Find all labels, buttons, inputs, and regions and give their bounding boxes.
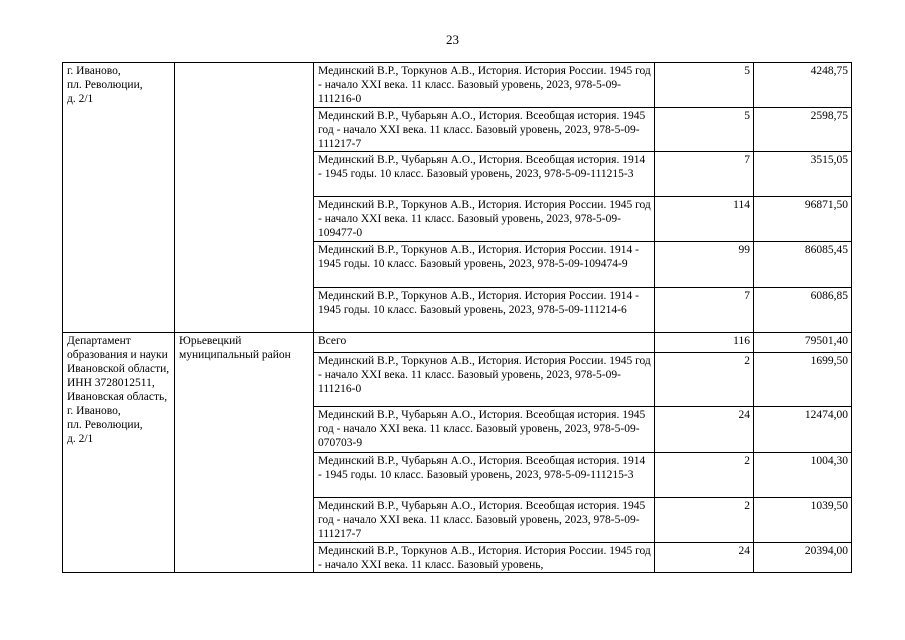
recipient-text: г. Иваново, пл. Революции, д. 2/1	[67, 65, 143, 105]
book-cell: Мединский В.Р., Торкунов А.В., История. История России. 1945 год - начало XXI века. 11 класс. Базовый уровень, 2023, 978-5-09-109477-0	[314, 197, 655, 242]
quantity-cell: 2	[655, 353, 754, 407]
amount-cell: 96871,50	[754, 197, 852, 242]
amount-cell: 86085,45	[754, 242, 852, 288]
amount-cell: 1699,50	[754, 353, 852, 407]
quantity-cell: 24	[655, 407, 754, 453]
book-cell: Мединский В.Р., Чубарьян А.О., История. Всеобщая история. 1945 год - начало XXI века. 11 класс. Базовый уровень, 2023, 978-5-09-111217-7	[314, 498, 655, 543]
quantity-cell: 7	[655, 152, 754, 197]
book-cell: Мединский В.Р., Чубарьян А.О., История. Всеобщая история. 1914 - 1945 годы. 10 класс. Базовый уровень, 2023, 978-5-09-111215-3	[314, 453, 655, 498]
district-cell	[175, 63, 314, 333]
book-cell: Всего	[314, 333, 655, 353]
amount-cell: 2598,75	[754, 108, 852, 152]
quantity-cell: 5	[655, 108, 754, 152]
quantity-cell: 2	[655, 453, 754, 498]
book-cell: Мединский В.Р., Торкунов А.В., История. История России. 1914 - 1945 годы. 10 класс. Базовый уровень, 2023, 978-5-09-111214-6	[314, 288, 655, 333]
quantity-cell: 116	[655, 333, 754, 353]
book-cell: Мединский В.Р., Торкунов А.В., История. История России. 1945 год - начало XXI века. 11 класс. Базовый уровень, 2023, 978-5-09-111216-0	[314, 353, 655, 407]
recipient-text: Департамент образования и науки Ивановской области, ИНН 3728012511, Ивановская область, г. Иваново, пл. Революции, д. 2/1	[67, 335, 170, 445]
quantity-cell: 99	[655, 242, 754, 288]
book-cell: Мединский В.Р., Чубарьян А.О., История. Всеобщая история. 1945 год - начало XXI века. 11 класс. Базовый уровень, 2023, 978-5-09-070703-9	[314, 407, 655, 453]
district-text: Юрьевецкий муниципальный район	[179, 335, 291, 361]
book-cell: Мединский В.Р., Чубарьян А.О., История. Всеобщая история. 1945 год - начало XXI века. 11 класс. Базовый уровень, 2023, 978-5-09-111217-7	[314, 108, 655, 152]
quantity-cell: 114	[655, 197, 754, 242]
book-cell: Мединский В.Р., Торкунов А.В., История. История России. 1945 год - начало XXI века. 11 класс. Базовый уровень,	[314, 543, 655, 573]
book-cell: Мединский В.Р., Торкунов А.В., История. История России. 1945 год - начало XXI века. 11 класс. Базовый уровень, 2023, 978-5-09-111216-0	[314, 63, 655, 108]
book-cell: Мединский В.Р., Торкунов А.В., История. История России. 1914 - 1945 годы. 10 класс. Базовый уровень, 2023, 978-5-09-109474-9	[314, 242, 655, 288]
total-row	[63, 333, 852, 353]
district-cell	[175, 333, 314, 573]
table-row	[63, 63, 852, 108]
registry-table	[62, 62, 852, 573]
amount-cell: 12474,00	[754, 407, 852, 453]
amount-cell: 79501,40	[754, 333, 852, 353]
quantity-cell: 7	[655, 288, 754, 333]
amount-cell: 3515,05	[754, 152, 852, 197]
amount-cell: 1039,50	[754, 498, 852, 543]
amount-cell: 6086,85	[754, 288, 852, 333]
amount-cell: 1004,30	[754, 453, 852, 498]
amount-cell: 4248,75	[754, 63, 852, 108]
page-number: 23	[446, 32, 459, 47]
book-cell: Мединский В.Р., Чубарьян А.О., История. Всеобщая история. 1914 - 1945 годы. 10 класс. Базовый уровень, 2023, 978-5-09-111215-3	[314, 152, 655, 197]
quantity-cell: 24	[655, 543, 754, 573]
amount-cell: 20394,00	[754, 543, 852, 573]
quantity-cell: 2	[655, 498, 754, 543]
recipient-cell	[63, 333, 175, 573]
recipient-cell	[63, 63, 175, 333]
quantity-cell: 5	[655, 63, 754, 108]
